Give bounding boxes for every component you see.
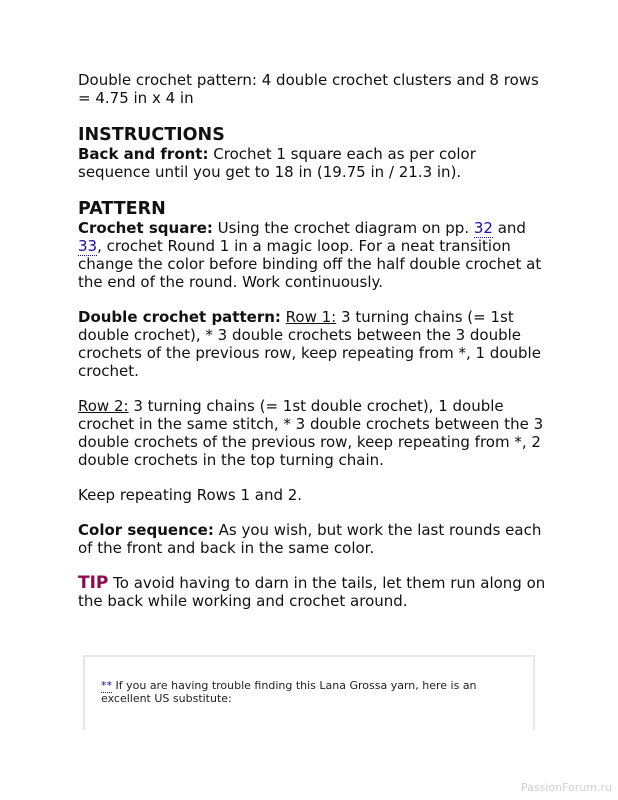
row2-label: Row 2: [78,397,129,415]
repeat-paragraph: Keep repeating Rows 1 and 2. [78,486,303,504]
row1-paragraph [78,308,548,380]
gauge-text: Double crochet pattern: 4 double crochet clusters and 8 rows = 4.75 in x 4 in [78,71,539,107]
color-sequence-text: As you wish, but work the last rounds each of the front and back in the same color. [78,521,542,557]
page-33-link[interactable]: 33 [78,237,98,255]
crochet-square-text-1: Using the crochet diagram on pp. [212,219,474,237]
row2-text: 3 turning chains (= 1st double crochet), 1 double crochet in the same stitch, * 3 double crochets between the 3 double crochets of the previous row, keep repeating from *, 2 double crochets in the top turning chain. [78,397,544,469]
tip-text: To avoid having to darn in the tails, let them run along on the back while working and crochet around. [78,574,546,610]
yarn-note-link[interactable]: ** [101,679,112,692]
back-front-text: Crochet 1 square each as per color sequence until you get to 18 in (19.75 in / 21.3 in). [78,145,476,181]
color-sequence-paragraph [78,521,548,557]
crochet-square-and: and [492,219,526,237]
pattern-heading: PATTERN [78,199,166,219]
page-32-link[interactable]: 32 [473,219,493,237]
watermark: PassionForum.ru [521,781,612,794]
back-front-label: Back and front: [78,145,209,163]
yarn-note-body: If you are having trouble finding this Lana Grossa yarn, here is an excellent US substitute: [101,679,477,705]
document-body [78,71,548,610]
crochet-square-text-2: , crochet Round 1 in a magic loop. For a neat transition change the color before binding off the half double crochet at the end of the round. Work continuously. [78,237,542,291]
row1-text: 3 turning chains (= 1st double crochet), * 3 double crochets between the 3 double crochets of the previous row, keep repeating from *, 1 double crochet. [78,308,541,380]
tip-label: TIP [78,573,109,593]
row2-paragraph [78,397,548,469]
yarn-note-box [83,655,535,730]
back-front-paragraph [78,145,548,181]
instructions-heading: INSTRUCTIONS [78,125,225,145]
crochet-square-label: Crochet square: [78,219,213,237]
row1-label: Row 1: [285,308,337,326]
tip-paragraph [78,574,548,610]
yarn-note-text [101,679,521,705]
color-sequence-label: Color sequence: [78,521,214,539]
dc-pattern-label: Double crochet pattern: [78,308,281,326]
crochet-square-paragraph [78,219,548,291]
